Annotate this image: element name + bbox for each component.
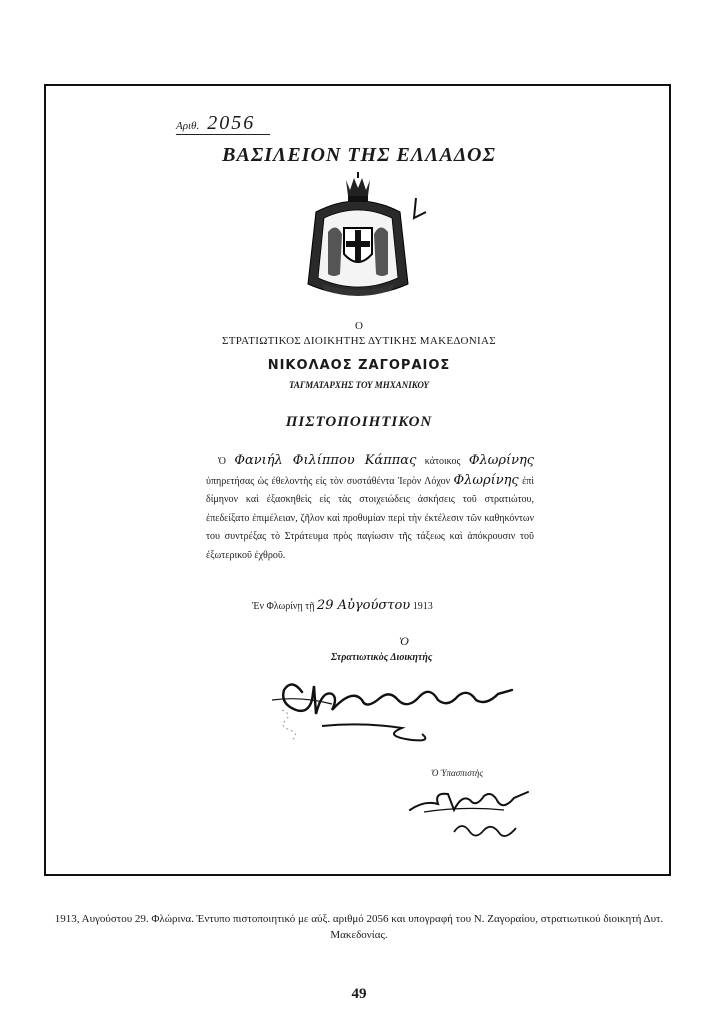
certificate-title: ΠΙΣΤΟΠΟΙΗΤΙΚΟΝ: [285, 414, 433, 430]
deputy-signature: [404, 780, 554, 852]
number-underline: [176, 134, 270, 135]
signature-title: Στρατιωτικὸς Διοικητὴς: [331, 652, 433, 663]
town-2: Φλωρίνης: [453, 472, 519, 488]
number-value: 2056: [207, 112, 256, 134]
deputy-title: Ὁ Ὑπασπιστὴς: [431, 768, 483, 778]
article-o: Ο: [355, 320, 363, 332]
commander-name: ΝΙΚΟΛΑΟΣ ΖΑΓΟΡΑΙΟΣ: [267, 358, 451, 373]
number-label: Αριθ.: [176, 120, 200, 132]
body-rest: ἐπὶ δίμηνον καὶ ἐξασκηθεὶς εἰς τὰς στοιχειώδεις ἀσκήσεις τοῦ στρατιώτου, ἐπεδείξατο ἐπιμέλειαν, ζῆλον καὶ προθυμίαν περὶ τὴν ἐκτέλεσιν τῶν καθηκόντων του συντρέξας τὸ Στράτευμα πρὸς παγίωσιν τῆς τάξεως καὶ ἀπόκρουσιν τοῦ ἐξωτερικοῦ ἐχθροῦ.: [206, 475, 535, 561]
page-number: 49: [351, 986, 367, 1002]
figure-caption: 1913, Αυγούστου 29. Φλώρινα. Έντυπο πιστοποιητικό με αύξ. αριθμό 2056 και υπογραφή του Ν. Ζαγοραίου, στρατιωτικού διοικητή Δυτ. Μακεδονίας.: [54, 913, 664, 941]
certificate-body: [206, 452, 534, 566]
date-prefix: Ἐν Φλωρίνῃ τῇ: [252, 601, 315, 612]
date-year: 1913: [412, 601, 433, 612]
commander-rank: ΤΑΓΜΑΤΑΡΧΗΣ ΤΟΥ ΜΗΧΑΝΙΚΟΥ: [289, 380, 429, 390]
kingdom-title: ΒΑΣΙΛΕΙΟΝ ΤΗΣ ΕΛΛΑΔΟΣ: [222, 144, 496, 166]
town-1: Φλωρίνης: [468, 453, 535, 468]
resident-label: κάτοικος: [424, 456, 461, 467]
commander-signature: [262, 670, 532, 760]
commander-title: ΣΤΡΑΤΙΩΤΙΚΟΣ ΔΙΟΙΚΗΤΗΣ ΔΥΤΙΚΗΣ ΜΑΚΕΔΟΝΙΑΣ: [222, 335, 496, 347]
recipient-name: Φανιήλ Φιλίππου Κάππας: [234, 453, 417, 468]
signature-article: Ὁ: [399, 634, 409, 648]
document-number: [176, 112, 255, 135]
body-lead: Ὁ: [218, 456, 226, 467]
date-line: [252, 598, 433, 613]
date-handwritten: 29 Αὐγούστου: [316, 598, 411, 613]
royal-coat-of-arms-icon: [288, 172, 428, 312]
body-after-town-1: ὑπηρετήσας ὡς ἐθελοντὴς εἰς τὸν συστάθέντα Ἱερὸν Λόχον: [206, 475, 451, 487]
